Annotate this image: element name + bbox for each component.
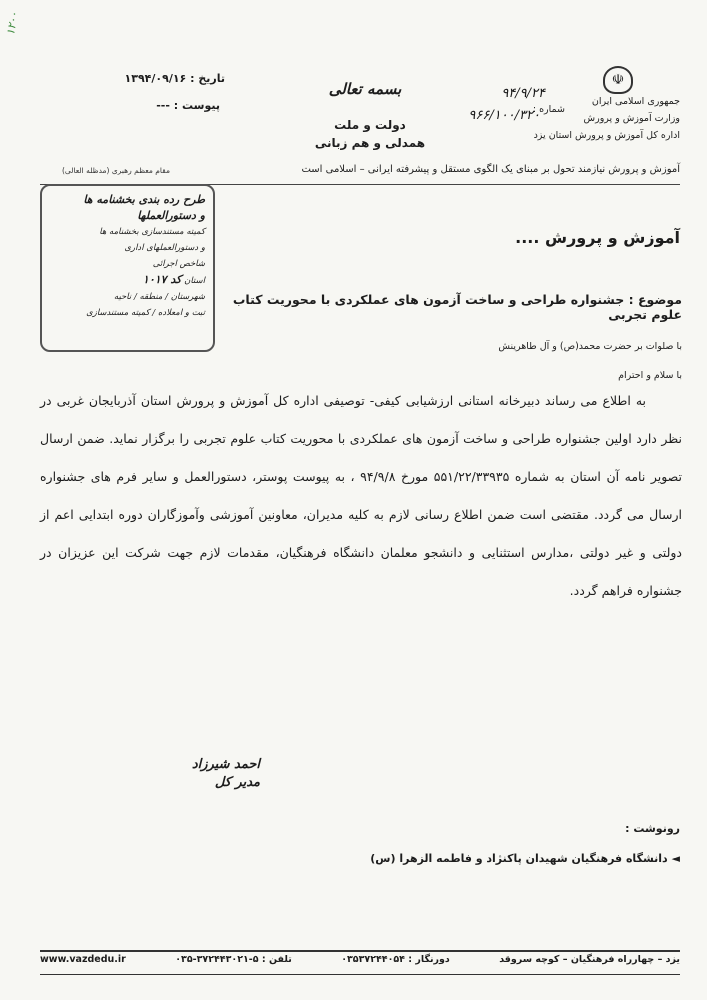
ministry-line2: وزارت آموزش و پرورش — [583, 113, 680, 124]
subject-line: موضوع : جشنواره طراحی و ساخت آزمون های عملکردی با محوریت کتاب علوم تجربی — [232, 292, 682, 322]
date-block — [105, 72, 225, 85]
handwritten-date: ۹۴/۹/۲۴ — [501, 86, 545, 101]
footer-fax: دورنگار : ۰۳۵۳۷۲۴۴۰۵۴ — [341, 954, 450, 965]
letter-body: به اطلاع می رساند دبیرخانه استانی ارزشیابی کیفی- توصیفی اداره کل آموزش و پرورش استان آذربایجان غربی در نظر دارد اولین جشنواره طراحی و ساخت آزمون های عملکردی با محوریت کتاب علوم تجربی را برگزار نماید. ضمن ارسال تصویر نامه آن استان به شماره ۵۵۱/۲۲/۳۳۹۳۵ مورخ ۹۴/۹/۸ ، به پیوست پوستر، دستورالعمل و سایر فرم های جشنواره ارسال می گردد. مقتضی است ضمن اطلاع رسانی لازم به کلیه مدیران، معاونین آموزشی وآموزگاران دوره ابتدایی اعم از دولتی و غیر دولتی ،مدارس استثنایی و دانشجو معلمان دانشگاه فرهنگیان، مقدمات لازم جهت شرکت این عزیزان در جشنواره فراهم گردد. — [40, 393, 682, 598]
stamp-line8: تبت و امعلاده / کمیته مستندسازی — [86, 308, 205, 318]
cc-item — [300, 852, 680, 865]
ministry-line3: اداره کل آموزش و پرورش استان یزد — [533, 130, 680, 141]
stamp-line3: کمیته مستندسازی بخشنامه ها — [99, 227, 205, 237]
motto — [310, 116, 430, 152]
classification-stamp — [40, 184, 215, 352]
signature-block — [140, 756, 260, 792]
stamp-line1: طرح رده بندی بخشنامه ها — [83, 193, 205, 206]
leader-quote: مقام معظم رهبری (مدظله العالی) — [62, 166, 170, 175]
stamp-line2: و دستورالعملها — [137, 209, 205, 222]
ministry-line1: جمهوری اسلامی ایران — [591, 96, 680, 107]
slogan: آموزش و پرورش نیازمند تحول بر مبنای یک الگوی مستقل و پیشرفته ایرانی – اسلامی است — [301, 164, 680, 175]
footer-divider — [40, 950, 680, 952]
stamp-line6-label: استان — [184, 276, 205, 286]
motto-line2: همدلی و هم زبانی — [314, 136, 426, 150]
recipient-heading: آموزش و پرورش .... — [515, 228, 680, 247]
motto-line1: دولت و ملت — [334, 118, 406, 132]
iran-emblem-icon: ☫ — [603, 66, 633, 94]
margin-handwritten-number: ۱۲۰۰ — [4, 10, 21, 37]
date-label: تاریخ : — [190, 72, 225, 85]
signatory-name: احمد شیرزاد — [191, 757, 260, 772]
handwritten-number: ۹۶۶/۱۰۰/۳۲۰ — [468, 108, 540, 123]
footer-website: www.vazdedu.ir — [40, 954, 126, 965]
footer-bar — [40, 954, 680, 965]
number-label: شماره : — [532, 104, 565, 115]
basmala: بسمه تعالی — [328, 80, 402, 98]
stamp-code: کد ۱۰۱۷ — [142, 273, 182, 286]
stamp-line4: و دستورالعملهای اداری — [124, 243, 205, 253]
cc-bullet-icon: ◄ — [667, 852, 680, 865]
attachment-value: --- — [156, 99, 170, 112]
footer-bottom-divider — [40, 974, 680, 975]
attachment-block — [120, 99, 220, 112]
cc-item-text: دانشگاه فرهنگیان شهیدان پاکنژاد و فاطمه الزهرا (س) — [370, 852, 668, 865]
stamp-line5: شاخص اجرائی — [152, 259, 205, 269]
ministry-block — [530, 93, 680, 144]
stamp-line6 — [50, 272, 205, 289]
stamp-line7: شهرستان / منطقه / ناحیه — [113, 292, 205, 302]
salutation-greeting: با سلام و احترام — [618, 370, 682, 381]
date-value: ۱۳۹۴/۰۹/۱۶ — [124, 72, 187, 85]
cc-label: رونوشت : — [625, 822, 680, 835]
signatory-title: مدیر کل — [214, 775, 260, 790]
salutation-salawat: با صلوات بر حضرت محمد(ص) و آل طاهرینش — [498, 341, 682, 352]
attachment-label: پیوست : — [173, 99, 220, 112]
footer-phone: تلفن : ۵-۳۷۲۴۴۳۰۲۱-۰۳۵ — [175, 954, 292, 965]
footer-address: یزد – چهارراه فرهنگیان – کوچه سروقد — [499, 954, 680, 965]
